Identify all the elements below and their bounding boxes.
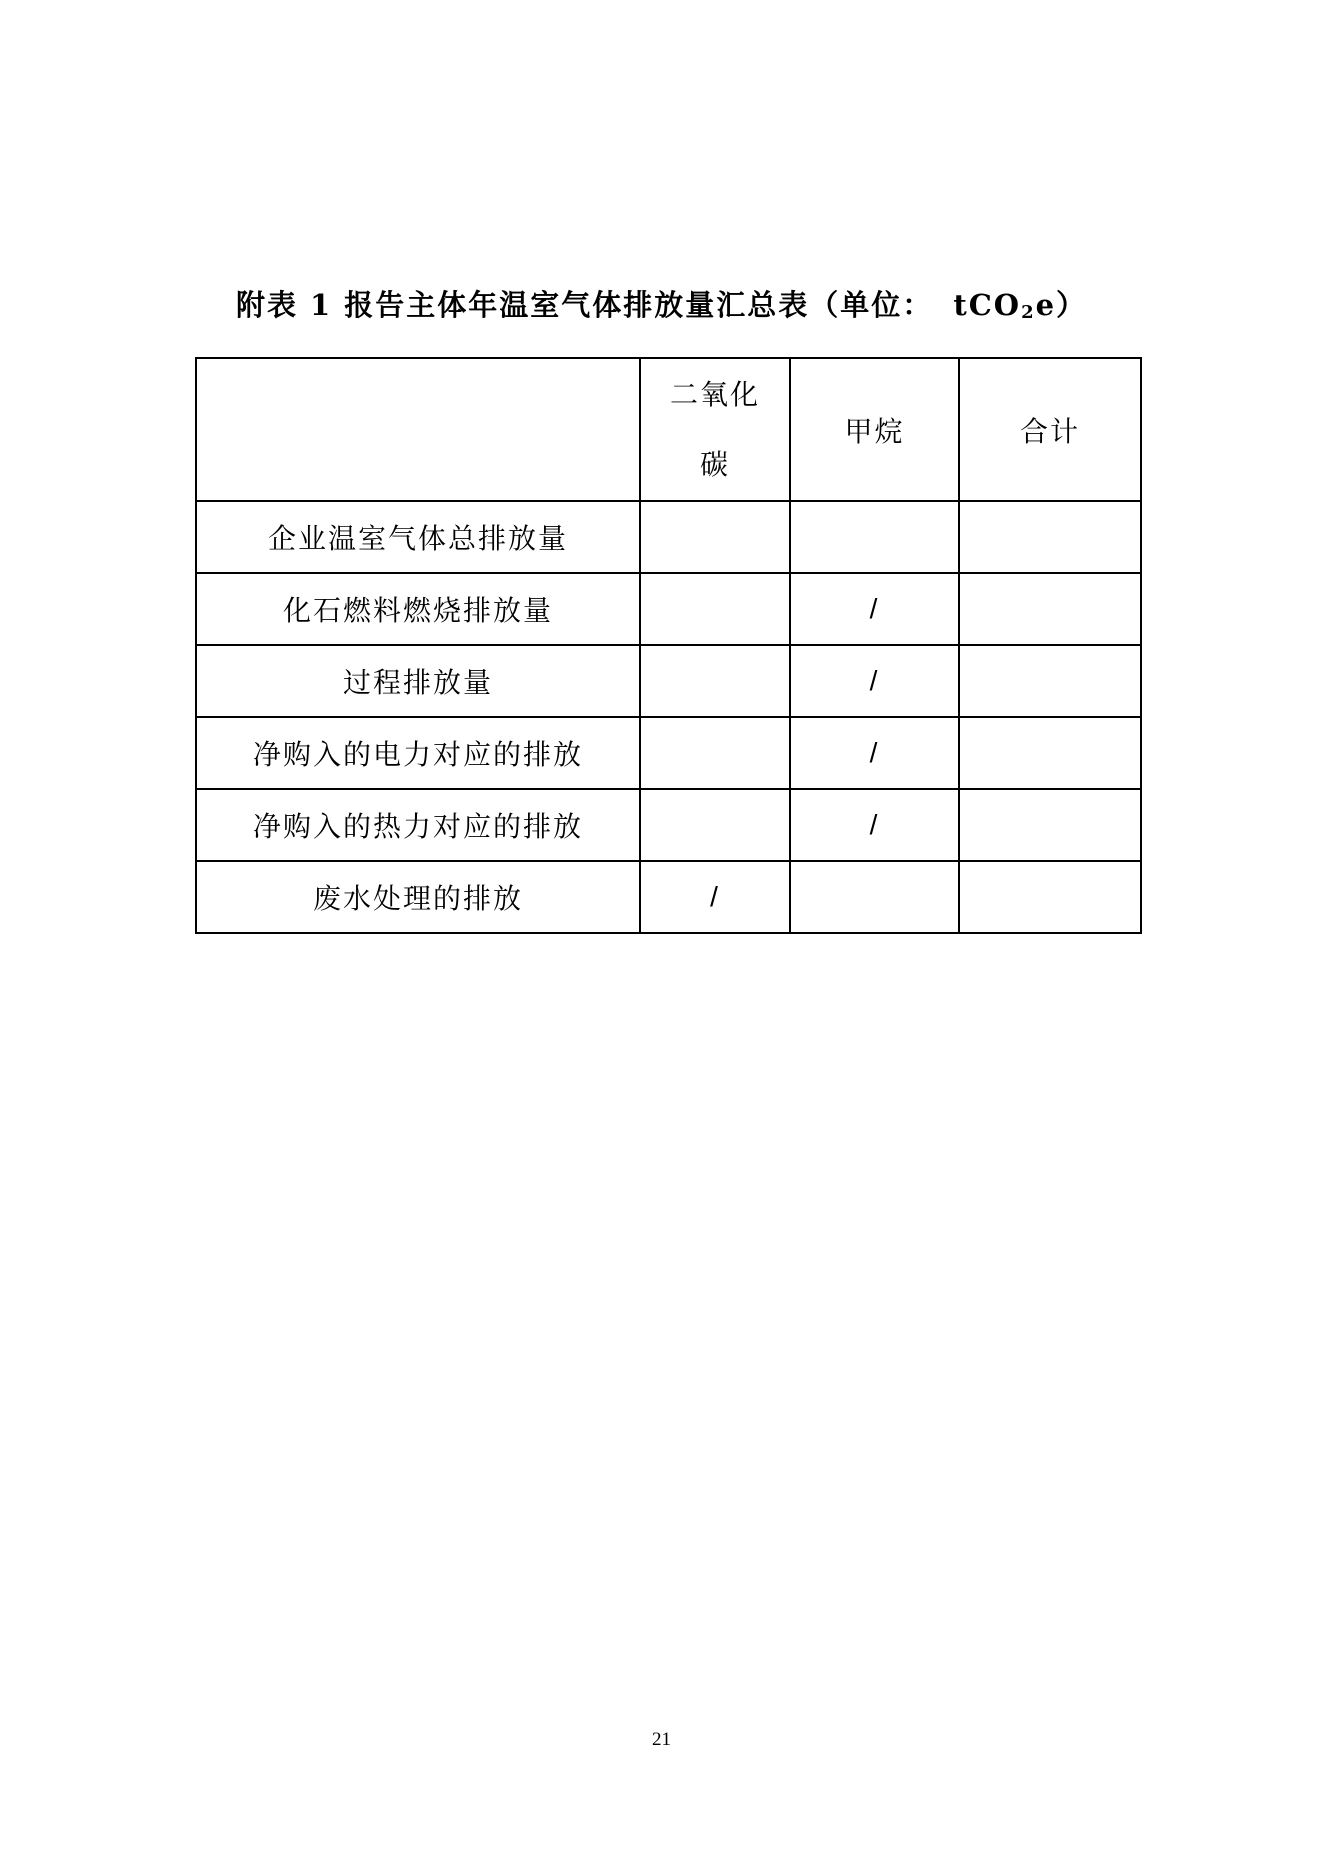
row-label: 企业温室气体总排放量 xyxy=(196,501,640,573)
cell-ch4 xyxy=(790,861,959,933)
page-number: 21 xyxy=(652,1729,671,1750)
header-co2-label: 二氧化碳 xyxy=(669,377,760,481)
cell-co2 xyxy=(640,789,790,861)
cell-co2: / xyxy=(640,861,790,933)
cell-ch4: / xyxy=(790,789,959,861)
row-label: 化石燃料燃烧排放量 xyxy=(196,573,640,645)
table-row xyxy=(196,789,1141,861)
cell-total xyxy=(959,717,1141,789)
header-cell-co2 xyxy=(640,358,790,501)
table-header-row xyxy=(196,358,1141,501)
row-label: 废水处理的排放 xyxy=(196,861,640,933)
row-label: 净购入的热力对应的排放 xyxy=(196,789,640,861)
table-title-unit xyxy=(953,288,1087,322)
table-title-text: 附表 1 报告主体年温室气体排放量汇总表（单位： xyxy=(235,288,934,322)
cell-co2 xyxy=(640,501,790,573)
cell-ch4: / xyxy=(790,717,959,789)
table-row xyxy=(196,717,1141,789)
table-row xyxy=(196,861,1141,933)
table-row xyxy=(196,645,1141,717)
row-label: 净购入的电力对应的排放 xyxy=(196,717,640,789)
unit-subscript: 2 xyxy=(1021,302,1036,323)
cell-ch4: / xyxy=(790,573,959,645)
unit-prefix: tCO xyxy=(953,288,1022,322)
cell-total xyxy=(959,789,1141,861)
table-row xyxy=(196,501,1141,573)
cell-total xyxy=(959,573,1141,645)
cell-co2 xyxy=(640,717,790,789)
cell-co2 xyxy=(640,573,790,645)
cell-ch4: / xyxy=(790,645,959,717)
emissions-summary-table xyxy=(195,357,1142,934)
table-title xyxy=(0,283,1323,324)
cell-ch4 xyxy=(790,501,959,573)
cell-total xyxy=(959,501,1141,573)
header-cell-ch4: 甲烷 xyxy=(790,358,959,501)
unit-suffix: e） xyxy=(1035,288,1088,322)
cell-co2 xyxy=(640,645,790,717)
cell-total xyxy=(959,645,1141,717)
header-cell-total: 合计 xyxy=(959,358,1141,501)
header-cell-blank xyxy=(196,358,640,501)
table-row xyxy=(196,573,1141,645)
row-label: 过程排放量 xyxy=(196,645,640,717)
cell-total xyxy=(959,861,1141,933)
